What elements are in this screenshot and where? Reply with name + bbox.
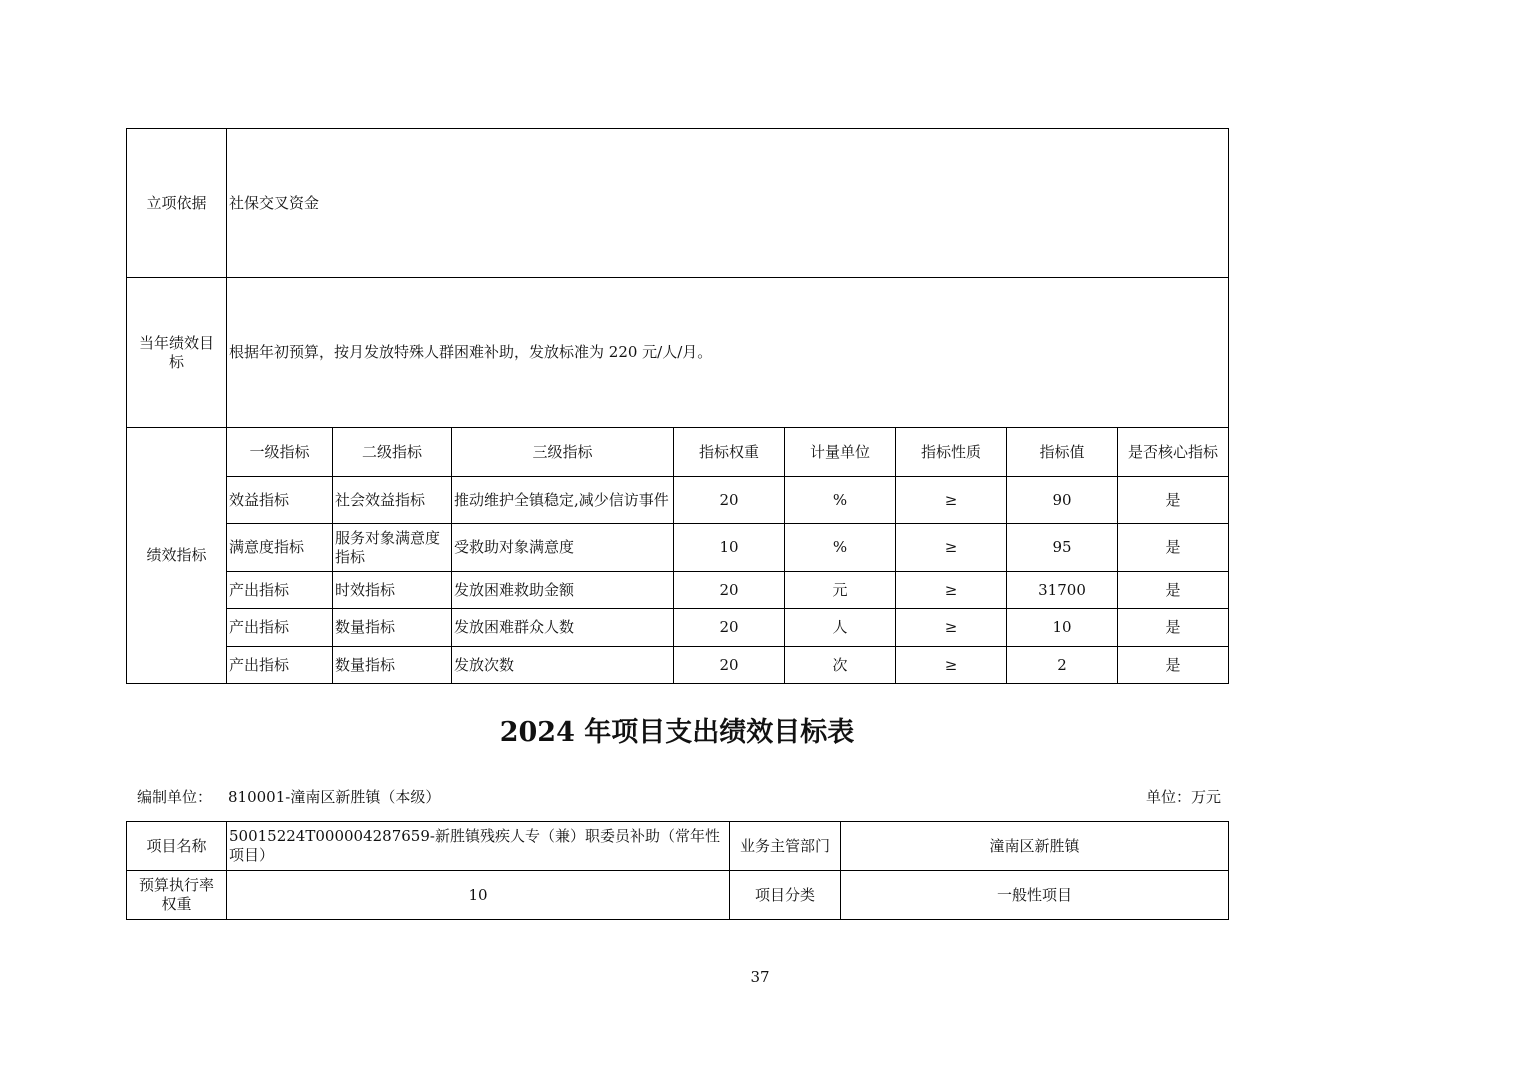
table-row-4-unit: 人 <box>784 608 896 647</box>
section-title: 2024 年项目支出绩效目标表 <box>499 717 855 748</box>
table-row-4-core: 是 <box>1117 608 1229 647</box>
indicators-label: 绩效指标 <box>126 427 227 684</box>
table-row-1-nature: ≥ <box>895 476 1007 524</box>
org-label: 编制单位： <box>137 788 213 806</box>
org-value: 810001-潼南区新胜镇（本级） <box>228 788 441 806</box>
table-row-3-weight: 20 <box>673 571 785 609</box>
table-row-5-unit: 次 <box>784 646 896 684</box>
table-row-2-level1: 满意度指标 <box>226 523 333 572</box>
table-row-1-value: 90 <box>1006 476 1118 524</box>
table-row-5-weight: 20 <box>673 646 785 684</box>
header-value: 指标值 <box>1006 427 1118 477</box>
header-nature: 指标性质 <box>895 427 1007 477</box>
table-row-4-value: 10 <box>1006 608 1118 647</box>
table-row-3-nature: ≥ <box>895 571 1007 609</box>
category-label: 项目分类 <box>729 870 841 920</box>
table-row-3-level3: 发放困难救助金额 <box>451 571 674 609</box>
header-level2: 二级指标 <box>332 427 452 477</box>
header-level3: 三级指标 <box>451 427 674 477</box>
dept-label: 业务主管部门 <box>729 821 841 871</box>
table-row-5-level1: 产出指标 <box>226 646 333 684</box>
table-row-5-core: 是 <box>1117 646 1229 684</box>
table-row-1-unit: % <box>784 476 896 524</box>
table-row-5-level3: 发放次数 <box>451 646 674 684</box>
basis-value: 社保交叉资金 <box>226 128 1229 278</box>
table-row-5-nature: ≥ <box>895 646 1007 684</box>
table-row-1-weight: 20 <box>673 476 785 524</box>
header-unit: 计量单位 <box>784 427 896 477</box>
table-row-4-level1: 产出指标 <box>226 608 333 647</box>
table-row-4-nature: ≥ <box>895 608 1007 647</box>
table-row-2-unit: % <box>784 523 896 572</box>
table-row-3-level2: 时效指标 <box>332 571 452 609</box>
table-row-3-level1: 产出指标 <box>226 571 333 609</box>
table-row-2-core: 是 <box>1117 523 1229 572</box>
header-weight: 指标权重 <box>673 427 785 477</box>
project-name-value: 50015224T000004287659-新胜镇残疾人专（兼）职委员补助（常年性项目） <box>226 821 730 871</box>
table-row-3-core: 是 <box>1117 571 1229 609</box>
table-row-5-level2: 数量指标 <box>332 646 452 684</box>
table-row-3-value: 31700 <box>1006 571 1118 609</box>
table-row-4-level3: 发放困难群众人数 <box>451 608 674 647</box>
dept-value: 潼南区新胜镇 <box>840 821 1229 871</box>
table-row-1-core: 是 <box>1117 476 1229 524</box>
table-row-2-level3: 受救助对象满意度 <box>451 523 674 572</box>
header-core: 是否核心指标 <box>1117 427 1229 477</box>
budget-weight-label: 预算执行率权重 <box>126 870 227 920</box>
table-row-2-nature: ≥ <box>895 523 1007 572</box>
goal-label: 当年绩效目标 <box>126 277 227 428</box>
budget-weight-value: 10 <box>226 870 730 920</box>
project-name-label: 项目名称 <box>126 821 227 871</box>
header-level1: 一级指标 <box>226 427 333 477</box>
table-row-2-weight: 10 <box>673 523 785 572</box>
unit-text: 单位：万元 <box>1146 788 1222 806</box>
table-row-1-level3: 推动维护全镇稳定,减少信访事件 <box>451 476 674 524</box>
table-row-2-value: 95 <box>1006 523 1118 572</box>
table-row-3-unit: 元 <box>784 571 896 609</box>
table-row-5-value: 2 <box>1006 646 1118 684</box>
table-row-4-level2: 数量指标 <box>332 608 452 647</box>
table-row-1-level1: 效益指标 <box>226 476 333 524</box>
table-row-2-level2: 服务对象满意度指标 <box>332 523 452 572</box>
category-value: 一般性项目 <box>840 870 1229 920</box>
goal-value: 根据年初预算，按月发放特殊人群困难补助，发放标准为 220 元/人/月。 <box>226 277 1229 428</box>
basis-label: 立项依据 <box>126 128 227 278</box>
table-row-1-level2: 社会效益指标 <box>332 476 452 524</box>
table-row-4-weight: 20 <box>673 608 785 647</box>
page-number: 37 <box>750 968 770 986</box>
